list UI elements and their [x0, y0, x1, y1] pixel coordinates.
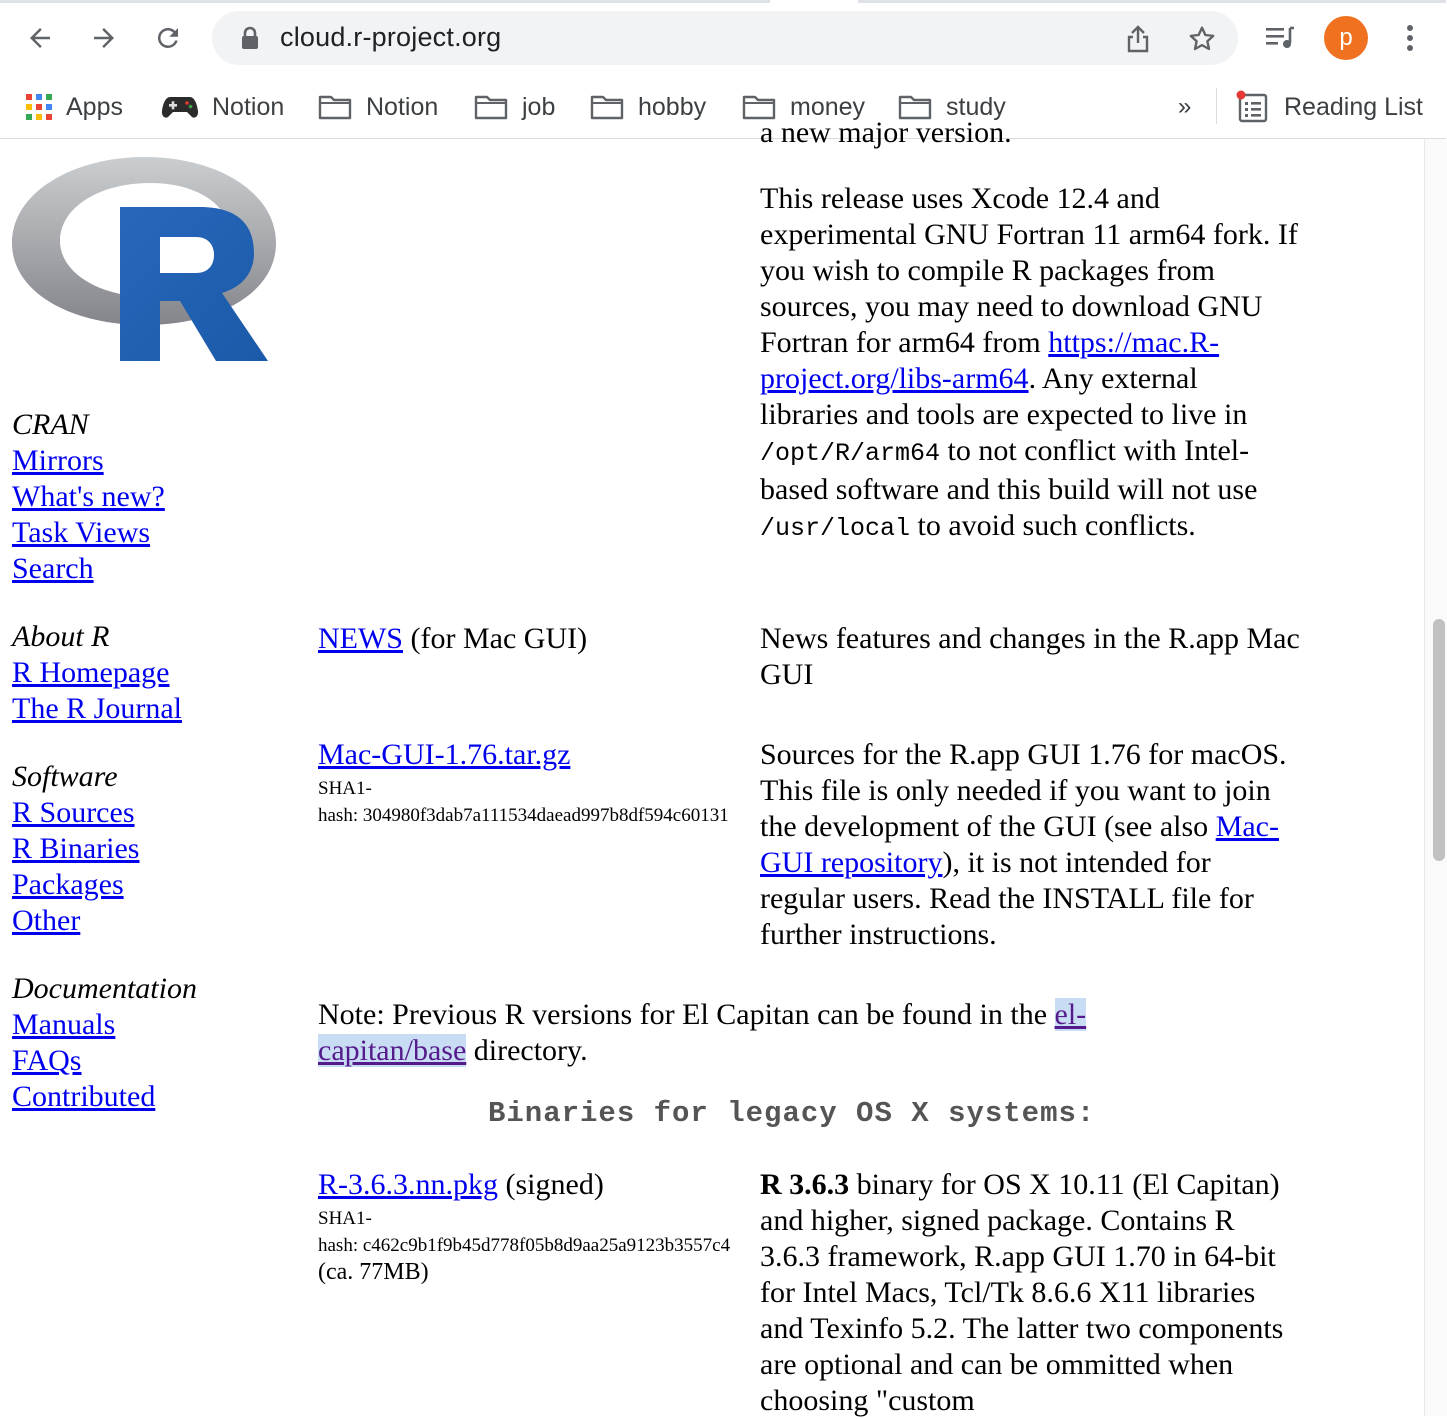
news-suffix: (for Mac GUI) [410, 622, 588, 655]
release-text-4: to avoid such conflicts. [917, 509, 1196, 542]
back-button[interactable] [20, 18, 60, 58]
sidebar-link-task-views[interactable]: Task Views [12, 516, 151, 549]
folder-icon [590, 94, 624, 120]
back-arrow-icon [25, 23, 55, 53]
address-bar[interactable] [212, 11, 1238, 65]
hash-value: hash: c462c9b1f9b45d778f05b8d9aa25a9123b3557c4 [318, 1235, 731, 1256]
sidebar-heading-cran: CRAN [12, 408, 89, 441]
sidebar-link-r-sources[interactable]: R Sources [12, 796, 135, 829]
legacy-binaries-heading: Binaries for legacy OS X systems: [488, 1097, 1096, 1130]
bookmark-notion-game[interactable] [162, 86, 284, 128]
bookmark-star-button[interactable] [1186, 23, 1218, 55]
release-text-2: . Any external libraries and tools are expected to live in [760, 362, 1248, 431]
bookmark-label: Apps [66, 92, 123, 121]
macgui-download-link[interactable]: Mac-GUI-1.76.tar.gz [318, 738, 571, 771]
news-cell [318, 621, 738, 657]
note-suffix: directory. [473, 1034, 588, 1067]
truncated-text-line: a new major version. [760, 116, 1012, 149]
macgui-desc-1: Sources for the R.app GUI 1.76 for macOS. This file is only needed if you want to join the development of the GUI (see also [760, 738, 1287, 843]
libs-arm64-link[interactable]: https://mac.R-project.org/libs-arm64 [760, 326, 1220, 395]
macgui-description [760, 737, 1300, 953]
news-description: News features and changes in the R.app Mac GUI [760, 622, 1300, 691]
lock-icon [240, 26, 260, 55]
code-opt-r-arm64: /opt/R/arm64 [760, 439, 941, 468]
el-capitan-base-link[interactable]: el-capitan/base [318, 998, 1087, 1067]
sidebar-link-packages[interactable]: Packages [12, 868, 124, 901]
folder-icon [318, 94, 352, 120]
reading-list-label: Reading List [1284, 92, 1423, 121]
star-icon [1187, 24, 1217, 54]
gamepad-icon [162, 93, 198, 121]
sidebar-link-r-binaries[interactable]: R Binaries [12, 832, 140, 865]
sidebar-link-other[interactable]: Other [12, 904, 81, 937]
news-link[interactable]: NEWS [318, 622, 403, 655]
tab-strip-edge [858, 0, 1446, 3]
bookmark-label: hobby [638, 92, 707, 121]
sidebar-section-software [12, 759, 140, 939]
hash-value: hash: 304980f3dab7a111534daead997b8df594c60131 [318, 805, 729, 826]
bookmark-label: Notion [366, 92, 439, 121]
folder-icon [474, 94, 508, 120]
sidebar-link-r-journal[interactable]: The R Journal [12, 692, 182, 725]
hash-label: SHA1- [318, 1208, 372, 1229]
sidebar-section-documentation [12, 971, 197, 1115]
r363-version-bold: R 3.6.3 [760, 1168, 850, 1201]
bookmark-label: Notion [212, 92, 285, 121]
browser-menu-button[interactable] [1390, 18, 1430, 58]
bookmark-folder-notion[interactable] [318, 86, 438, 128]
bookmark-folder-job[interactable] [474, 86, 555, 128]
sidebar-link-search[interactable]: Search [12, 552, 94, 585]
apps-grid-icon [26, 94, 52, 120]
r363-desc: binary for OS X 10.11 (El Capitan) and higher, signed package. Contains R 3.6.3 framework, R.app GUI 1.70 in 64-bit for Intel Macs, Tcl/Tk 8.6.6 X11 libraries and Texinfo 5.2. The latter two components are optional and can be ommitted when choosing "custom [760, 1168, 1284, 1417]
code-usr-local: /usr/local [760, 514, 911, 543]
release-text-1: This release uses Xcode 12.4 and experimental GNU Fortran 11 arm64 fork. If you wish to compile R packages from sources, you may need to download GNU Fortran for arm64 from [760, 182, 1298, 359]
el-capitan-note [318, 997, 1158, 1069]
release-description [760, 181, 1300, 547]
share-icon [1125, 25, 1151, 53]
r363-cell [318, 1167, 748, 1203]
scrollbar-thumb[interactable] [1433, 619, 1445, 861]
page-scrollbar[interactable] [1424, 139, 1447, 1416]
forward-arrow-icon [89, 23, 119, 53]
r-logo [10, 155, 280, 365]
sidebar-link-manuals[interactable]: Manuals [12, 1008, 116, 1041]
browser-toolbar [0, 0, 1446, 76]
macgui-cell [318, 737, 748, 773]
sidebar-link-mirrors[interactable]: Mirrors [12, 444, 104, 477]
bookmark-label: job [522, 92, 556, 121]
release-text-3: to not conflict with Intel-based software and this build will not use [760, 434, 1258, 506]
macgui-repository-link[interactable]: Mac-GUI repository [760, 810, 1279, 879]
sidebar-link-contributed[interactable]: Contributed [12, 1080, 156, 1113]
macgui-hash [318, 775, 758, 829]
profile-avatar[interactable]: p [1324, 16, 1368, 60]
bookmark-label: study [946, 92, 1006, 121]
sidebar-heading-software: Software [12, 760, 118, 793]
bookmark-folder-hobby[interactable] [590, 86, 706, 128]
sidebar-section-cran [12, 407, 165, 587]
sidebar-heading-documentation: Documentation [12, 972, 197, 1005]
r363-download-link[interactable]: R-3.6.3.nn.pkg [318, 1168, 498, 1201]
macgui-desc-2: ), it is not intended for regular users. Read the INSTALL file for further instructions. [760, 846, 1254, 951]
sidebar-section-about [12, 619, 182, 727]
media-controls-button[interactable] [1260, 18, 1300, 58]
forward-button[interactable] [84, 18, 124, 58]
sidebar-link-whats-new[interactable]: What's new? [12, 480, 165, 513]
hash-label: SHA1- [318, 778, 372, 799]
more-vertical-icon [1405, 24, 1415, 52]
share-button[interactable] [1122, 23, 1154, 55]
r363-size: (ca. 77MB) [318, 1259, 429, 1285]
bookmark-apps[interactable] [26, 86, 123, 128]
r363-description [760, 1167, 1300, 1419]
url-text: cloud.r-project.org [280, 22, 502, 52]
reload-icon [153, 23, 183, 53]
note-text: Note: Previous R versions for El Capitan can be found in the [318, 998, 1048, 1031]
web-page [0, 116, 1424, 1417]
r363-suffix: (signed) [505, 1168, 604, 1201]
sidebar-heading-about: About R [12, 620, 110, 653]
r363-hash [318, 1205, 758, 1259]
bookmarks-overflow-button[interactable]: » [1178, 93, 1192, 120]
playlist-icon [1264, 24, 1296, 52]
sidebar-link-faqs[interactable]: FAQs [12, 1044, 82, 1077]
tab-strip-edge [0, 0, 770, 3]
reload-button[interactable] [148, 18, 188, 58]
bookmark-label: money [790, 92, 866, 121]
sidebar-link-r-homepage[interactable]: R Homepage [12, 656, 170, 689]
